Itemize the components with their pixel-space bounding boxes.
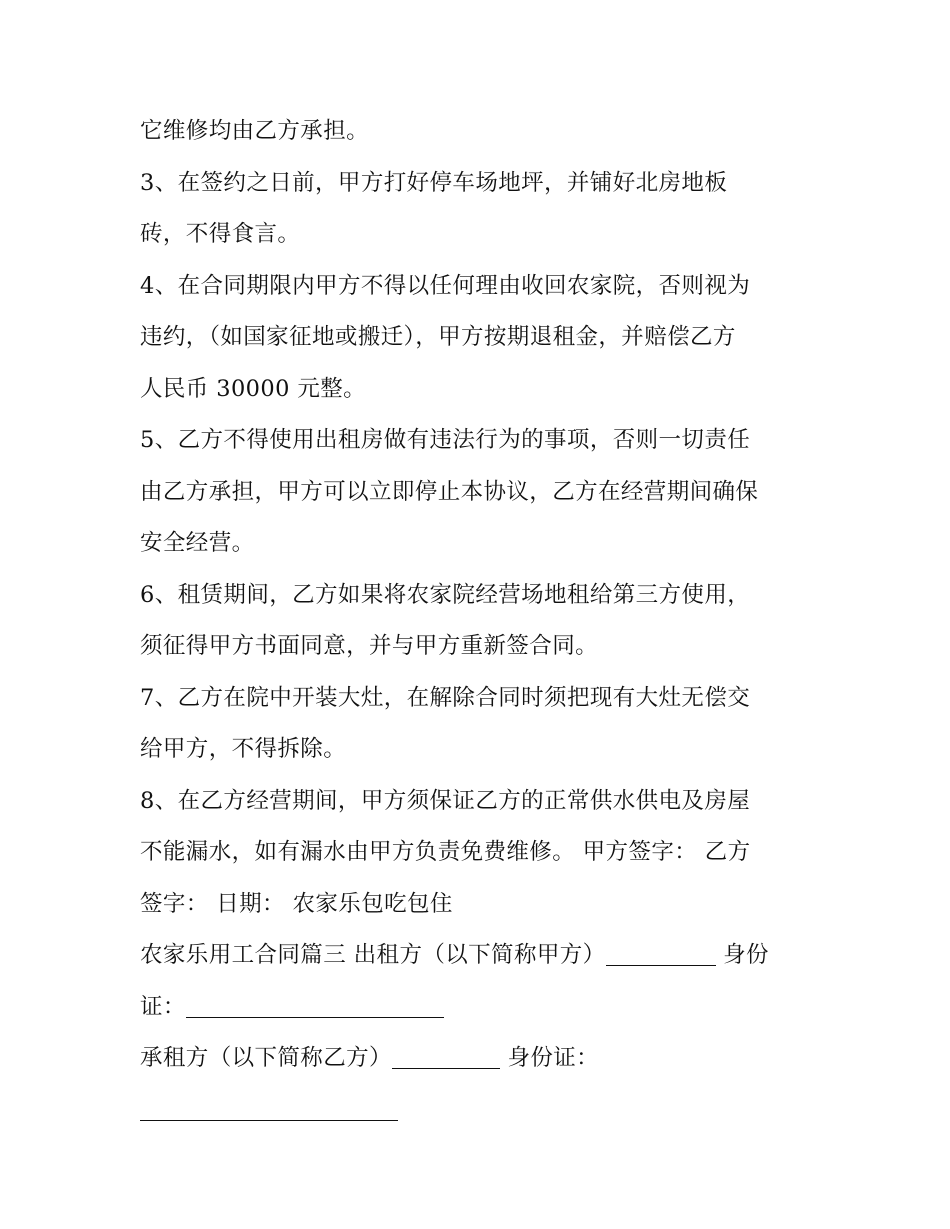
clause-4-line-1: 4、在合同期限内甲方不得以任何理由收回农家院，否则视为 (140, 272, 751, 299)
lessor-name-blank (606, 941, 716, 966)
text-line: 它维修均由乙方承担。 (140, 118, 370, 144)
lessee-id-blank (140, 1096, 398, 1121)
clause-6-line-1: 6、租赁期间，乙方如果将农家院经营场地租给第三方使用， (140, 581, 751, 608)
lessee-id-label: 身份证： (499, 1045, 600, 1071)
clause-7-line-1: 7、乙方在院中开装大灶，在解除合同时须把现有大灶无偿交 (140, 684, 751, 711)
document-body (140, 106, 820, 1136)
lessor-id-line (140, 982, 820, 1034)
clause-8-line-1: 8、在乙方经营期间，甲方须保证乙方的正常供水供电及房屋 (140, 787, 751, 814)
clause-4-line-2: 违约，（如国家征地或搬迁），甲方按期退租金，并赔偿乙方 (140, 324, 736, 350)
clause-4-line-3: 人民币 30000 元整。 (140, 375, 367, 402)
clause-3-line-2: 砖，不得食言。 (140, 221, 301, 247)
clause-5-line-1: 5、乙方不得使用出租房做有违法行为的事项，否则一切责任 (140, 427, 751, 453)
lessor-label: 农家乐用工合同篇三 出租方（以下简称甲方） (140, 942, 606, 968)
lessor-id-blank (186, 993, 444, 1018)
lessee-line (140, 1033, 820, 1085)
lessor-id-label-start: 身份 (715, 942, 769, 968)
clause-8-line-3: 签字： 日期： 农家乐包吃包住 (140, 890, 453, 917)
clause-8-line-2: 不能漏水，如有漏水由甲方负责免费维修。 甲方签字： 乙方 (140, 839, 751, 865)
clause-5-line-2: 由乙方承担，甲方可以立即停止本协议，乙方在经营期间确保 (140, 478, 759, 505)
clause-3-line-1: 3、在签约之日前，甲方打好停车场地坪，并铺好北房地板 (140, 169, 728, 196)
lessor-line (140, 930, 820, 982)
clause-5-line-3: 安全经营。 (140, 530, 255, 556)
lessor-id-label-end: 证： (140, 993, 186, 1020)
lessee-id-line (140, 1085, 820, 1137)
lessee-name-blank (392, 1044, 500, 1069)
lessee-label: 承租方（以下简称乙方） (140, 1045, 392, 1071)
clause-7-line-2: 给甲方，不得拆除。 (140, 736, 347, 762)
clause-6-line-2: 须征得甲方书面同意，并与甲方重新签合同。 (140, 633, 599, 659)
